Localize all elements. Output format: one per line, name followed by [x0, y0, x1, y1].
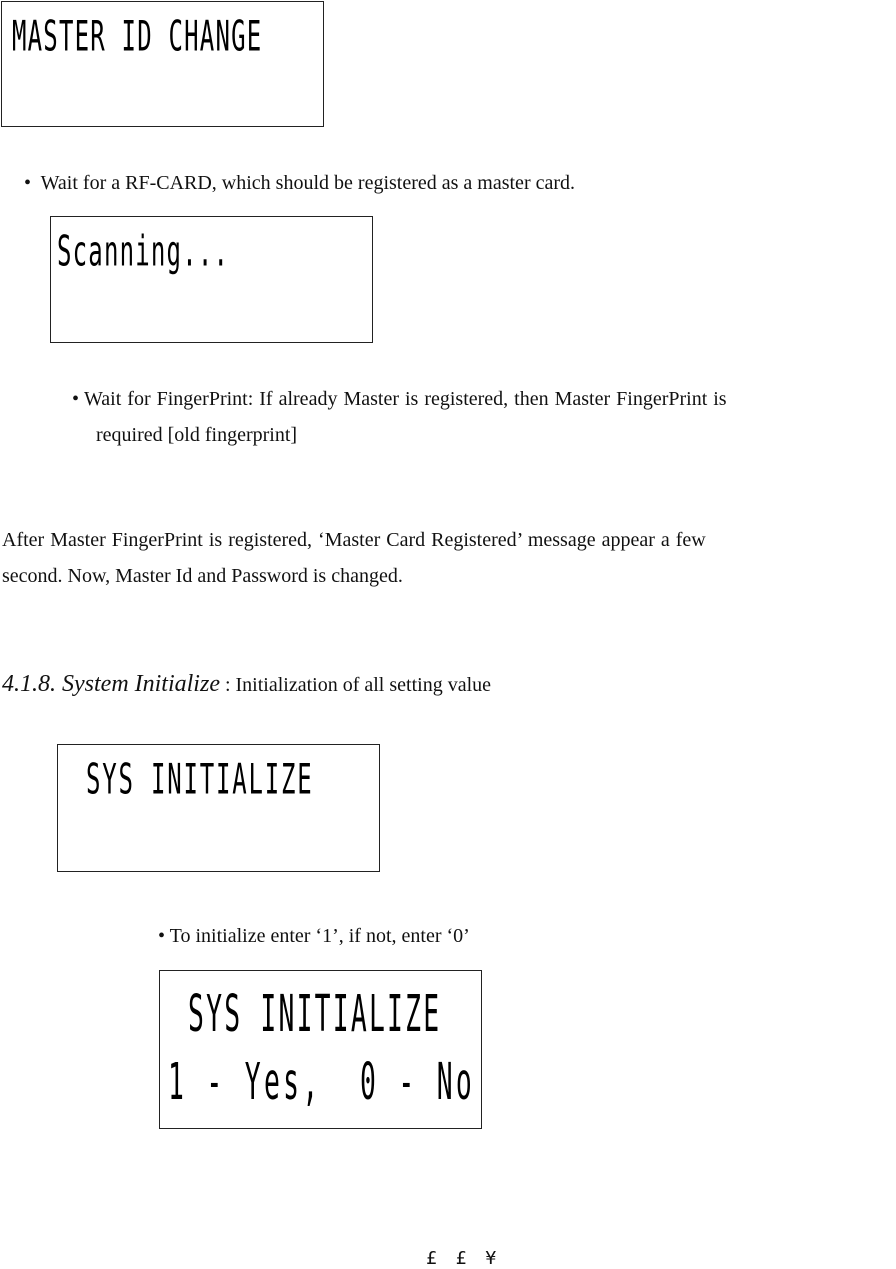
bullet-wait-fingerprint-text: Wait for FingerPrint: If already Master is registered, then Master FingerPrint is: [84, 388, 727, 410]
page-number: £ £ ¥: [426, 1248, 501, 1269]
lcd-scanning-line1: Scanning...: [57, 227, 230, 277]
bullet-icon: •: [72, 388, 80, 410]
lcd-scanning: [50, 216, 373, 343]
lcd-master-line1: MASTER ID CHANGE: [12, 12, 263, 62]
section-title: 4.1.8. System Initialize: [2, 671, 220, 697]
bullet-initialize-instruction: [158, 918, 470, 954]
bullet-initialize-text: To initialize enter ‘1’, if not, enter ‘0’: [169, 925, 470, 947]
section-heading: [2, 666, 491, 703]
lcd-sys-line1: SYS INITIALIZE: [86, 755, 314, 805]
lcd-master-id-change: [1, 1, 324, 127]
lcd-sys-confirm-line1: SYS INITIALIZE: [188, 984, 442, 1044]
bullet-wait-rf-card-text: Wait for a RF-CARD, which should be registered as a master card.: [40, 172, 576, 194]
lcd-sys-initialize-confirm: [159, 970, 482, 1129]
bullet-wait-fingerprint-text2: required [old fingerprint]: [96, 424, 298, 446]
lcd-sys-initialize: [57, 744, 380, 872]
lcd-sys-confirm-line2: 1 - Yes, 0 - No: [168, 1052, 476, 1112]
paragraph-line2: second. Now, Master Id and Password is changed.: [2, 565, 403, 587]
bullet-icon: •: [158, 925, 166, 947]
bullet-icon: •: [24, 172, 32, 194]
paragraph-line1: After Master FingerPrint is registered, ‘Master Card Registered’ message appear a few: [2, 529, 706, 551]
section-description: : Initialization of all setting value: [219, 674, 492, 696]
bullet-wait-rf-card: [24, 165, 884, 201]
